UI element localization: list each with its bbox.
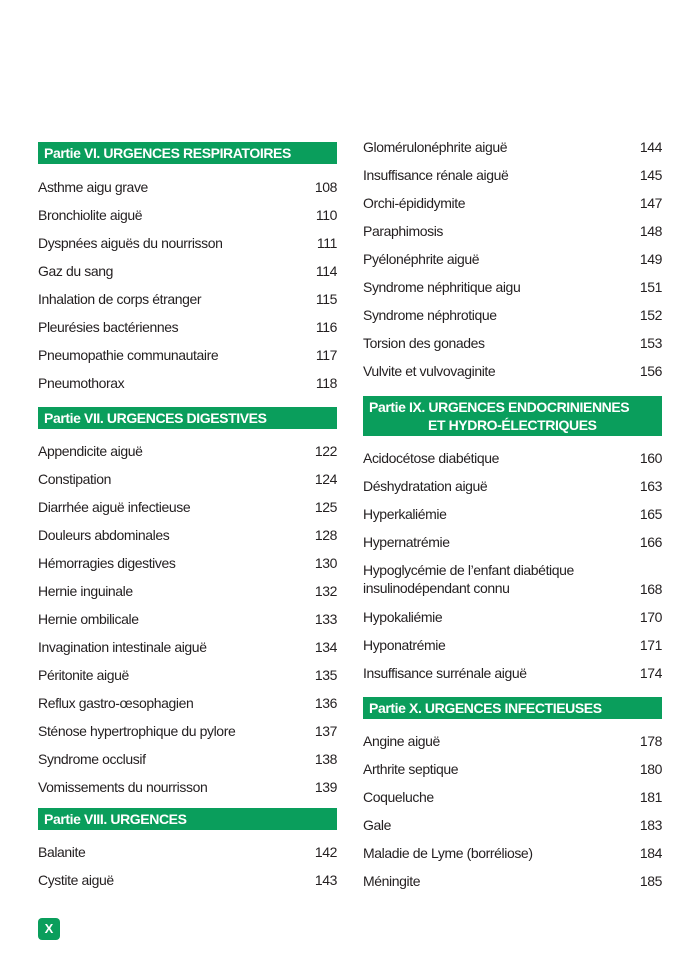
- toc-entry[interactable]: [363, 273, 662, 301]
- entry-page: 108: [314, 179, 337, 195]
- toc-entry[interactable]: [38, 257, 337, 285]
- toc-entry[interactable]: [363, 783, 662, 811]
- toc-entry[interactable]: [363, 727, 662, 755]
- entry-title: Balanite: [38, 844, 86, 860]
- toc-entry[interactable]: [38, 437, 337, 465]
- entry-title: Hernie ombilicale: [38, 611, 139, 627]
- entry-title: Reflux gastro-œsophagien: [38, 695, 194, 711]
- toc-entry[interactable]: [38, 493, 337, 521]
- toc-entry[interactable]: [363, 659, 662, 687]
- entry-title: Hyponatrémie: [363, 637, 446, 653]
- entry-page: 132: [314, 583, 337, 599]
- entry-title: Diarrhée aiguë infectieuse: [38, 499, 191, 515]
- entry-title: Méningite: [363, 873, 421, 889]
- toc-entry[interactable]: [363, 631, 662, 659]
- entry-title: Coqueluche: [363, 789, 434, 805]
- entry-page: 144: [639, 139, 662, 155]
- section-header: Partie X. URGENCES INFECTIEUSES: [363, 697, 662, 719]
- entry-page: 116: [315, 319, 337, 335]
- toc-entry[interactable]: [363, 444, 662, 472]
- header-line: ET HYDRO-ÉLECTRIQUES: [428, 417, 597, 433]
- entry-title: Arthrite septique: [363, 761, 459, 777]
- entry-page: 181: [639, 789, 662, 805]
- toc-entry[interactable]: [363, 357, 662, 385]
- toc-entry[interactable]: [38, 229, 337, 257]
- entry-page: 148: [639, 223, 662, 239]
- entry-title: Sténose hypertrophique du pylore: [38, 723, 236, 739]
- section-header: Partie VII. URGENCES DIGESTIVES: [38, 407, 337, 429]
- toc-entry[interactable]: [363, 217, 662, 245]
- toc-entry[interactable]: [38, 689, 337, 717]
- entry-page: 174: [639, 665, 662, 681]
- entry-page: 149: [639, 251, 662, 267]
- section-header: [363, 396, 662, 436]
- entry-page: 137: [314, 723, 337, 739]
- toc-left-column: [38, 142, 337, 894]
- entry-title: Pyélonéphrite aiguë: [363, 251, 480, 267]
- entry-title: Bronchiolite aiguë: [38, 207, 143, 223]
- entry-page: 122: [314, 443, 337, 459]
- toc-entry[interactable]: [38, 773, 337, 801]
- entry-title: Angine aiguë: [363, 733, 440, 749]
- entry-title: Syndrome occlusif: [38, 751, 146, 767]
- entry-title: Inhalation de corps étranger: [38, 291, 202, 307]
- header-line: Partie IX. URGENCES ENDOCRINIENNES: [369, 399, 630, 415]
- entry-title: Acidocétose diabétique: [363, 450, 499, 466]
- entry-page: 145: [639, 167, 662, 183]
- entry-page: 183: [639, 817, 662, 833]
- toc-entry[interactable]: [363, 867, 662, 895]
- entry-title: Insuffisance rénale aiguë: [363, 167, 509, 183]
- entry-page: 165: [639, 506, 662, 522]
- toc-entry[interactable]: [38, 717, 337, 745]
- toc-entry[interactable]: [38, 577, 337, 605]
- entry-title: Gale: [363, 817, 391, 833]
- toc-entry[interactable]: [38, 341, 337, 369]
- entry-page: 184: [639, 845, 662, 861]
- toc-entry[interactable]: [363, 528, 662, 556]
- entry-page: 170: [639, 609, 662, 625]
- section-header: Partie VI. URGENCES RESPIRATOIRES: [38, 142, 337, 164]
- entry-page: 124: [314, 471, 337, 487]
- toc-entry[interactable]: [363, 133, 662, 161]
- entry-title: Orchi-épididymite: [363, 195, 466, 211]
- entry-title: Pneumopathie communautaire: [38, 347, 219, 363]
- entry-title: Invagination intestinale aiguë: [38, 639, 207, 655]
- entry-title: Péritonite aiguë: [38, 667, 129, 683]
- toc-entry[interactable]: [38, 661, 337, 689]
- entry-page: 117: [315, 347, 337, 363]
- toc-right-column: [363, 133, 662, 895]
- toc-entry[interactable]: [363, 161, 662, 189]
- toc-entry[interactable]: [363, 603, 662, 631]
- entry-title: Pleurésies bactériennes: [38, 319, 179, 335]
- entry-page: 110: [315, 207, 337, 223]
- entry-title: Hypoglycémie de l’enfant diabétique insulinodépendant connu: [363, 562, 574, 596]
- entry-page: 156: [639, 363, 662, 379]
- entry-title: Glomérulonéphrite aiguë: [363, 139, 508, 155]
- entry-page: 152: [639, 307, 662, 323]
- entry-title: Hypernatrémie: [363, 534, 450, 550]
- entry-page: 134: [314, 639, 337, 655]
- entry-title: Syndrome néphritique aigu: [363, 279, 521, 295]
- entry-page: 185: [639, 873, 662, 889]
- toc-entry[interactable]: [363, 755, 662, 783]
- entry-page: 139: [314, 779, 337, 795]
- entry-page: 115: [315, 291, 337, 307]
- entry-title: Insuffisance surrénale aiguë: [363, 665, 527, 681]
- entry-page: 180: [639, 761, 662, 777]
- toc-entry[interactable]: [38, 201, 337, 229]
- entry-title: Paraphimosis: [363, 223, 444, 239]
- entry-page: 168: [639, 581, 662, 597]
- entry-title: Déshydratation aiguë: [363, 478, 488, 494]
- entry-page: 128: [314, 527, 337, 543]
- toc-entry[interactable]: [363, 556, 662, 603]
- toc-entry[interactable]: [363, 472, 662, 500]
- entry-title: Asthme aigu grave: [38, 179, 148, 195]
- entry-page: 178: [639, 733, 662, 749]
- entry-title: Douleurs abdominales: [38, 527, 170, 543]
- entry-page: 151: [639, 279, 662, 295]
- toc-entry[interactable]: [38, 633, 337, 661]
- entry-title: Gaz du sang: [38, 263, 113, 279]
- toc-entry[interactable]: [363, 839, 662, 867]
- entry-title: Cystite aiguë: [38, 872, 114, 888]
- entry-page: 118: [315, 375, 337, 391]
- toc-entry[interactable]: [363, 811, 662, 839]
- entry-title: Vomissements du nourrisson: [38, 779, 208, 795]
- entry-page: 153: [639, 335, 662, 351]
- entry-page: 135: [314, 667, 337, 683]
- entry-title: Torsion des gonades: [363, 335, 485, 351]
- entry-title: Pneumothorax: [38, 375, 125, 391]
- toc-entry[interactable]: [38, 521, 337, 549]
- toc-entry[interactable]: [38, 173, 337, 201]
- entry-page: 138: [314, 751, 337, 767]
- entry-title: Hernie inguinale: [38, 583, 133, 599]
- toc-entry[interactable]: [38, 285, 337, 313]
- entry-title: Hyperkaliémie: [363, 506, 447, 522]
- entry-page: 143: [314, 872, 337, 888]
- toc-entry[interactable]: [38, 866, 337, 894]
- entry-title: Hémorragies digestives: [38, 555, 176, 571]
- entry-title: Maladie de Lyme (borréliose): [363, 845, 533, 861]
- entry-page: 142: [314, 844, 337, 860]
- toc-entry[interactable]: [38, 745, 337, 773]
- toc-entry[interactable]: [363, 301, 662, 329]
- entry-page: 125: [314, 499, 337, 515]
- entry-title: Syndrome néphrotique: [363, 307, 497, 323]
- toc-entry[interactable]: [38, 465, 337, 493]
- entry-page: 136: [314, 695, 337, 711]
- section-header: Partie VIII. URGENCES URONÉPHROLOGIQUES: [38, 808, 337, 830]
- entry-page: 163: [639, 478, 662, 494]
- toc-entry[interactable]: [363, 189, 662, 217]
- toc-entry[interactable]: [38, 605, 337, 633]
- entry-page: 160: [639, 450, 662, 466]
- entry-page: 147: [639, 195, 662, 211]
- toc-entry[interactable]: [363, 329, 662, 357]
- entry-title: Dyspnées aiguës du nourrisson: [38, 235, 223, 251]
- entry-title: Hypokaliémie: [363, 609, 443, 625]
- page-number-badge: X: [38, 918, 60, 940]
- entry-page: 171: [639, 637, 662, 653]
- entry-page: 133: [314, 611, 337, 627]
- entry-page: 111: [316, 235, 337, 251]
- entry-title: Appendicite aiguë: [38, 443, 143, 459]
- entry-page: 130: [314, 555, 337, 571]
- entry-title: Vulvite et vulvovaginite: [363, 363, 496, 379]
- toc-entry[interactable]: [38, 313, 337, 341]
- toc-entry[interactable]: [38, 369, 337, 397]
- entry-page: 114: [315, 263, 337, 279]
- entry-page: 166: [639, 534, 662, 550]
- toc-entry[interactable]: [363, 245, 662, 273]
- toc-entry[interactable]: [38, 549, 337, 577]
- entry-title: Constipation: [38, 471, 112, 487]
- toc-entry[interactable]: [363, 500, 662, 528]
